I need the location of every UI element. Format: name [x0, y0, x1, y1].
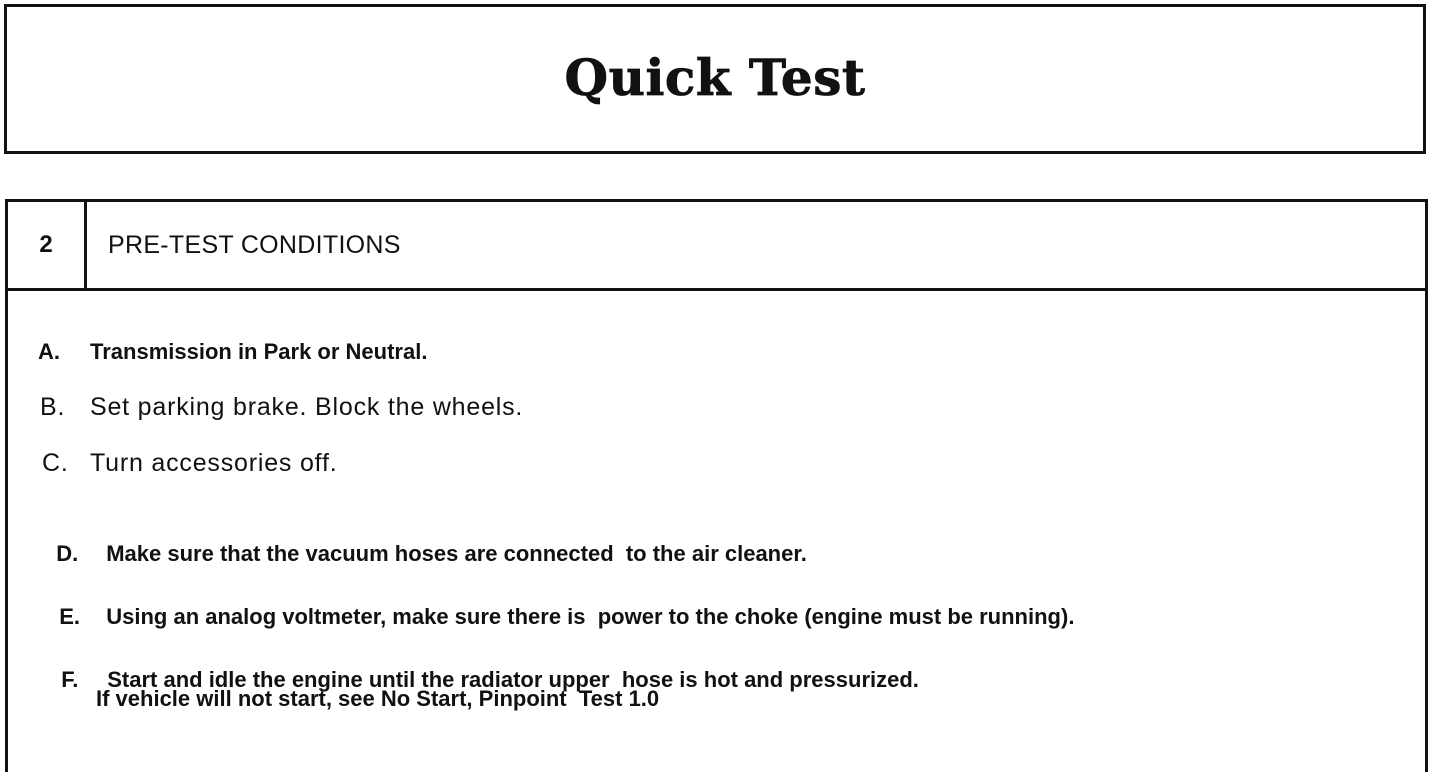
item-text: Start and idle the engine until the radiator upper hose is hot and pressurized.	[107, 667, 919, 692]
condition-item-b	[40, 393, 523, 422]
section-title: PRE-TEST CONDITIONS	[108, 230, 401, 259]
title-box	[4, 4, 1426, 154]
item-text: Make sure that the vacuum hoses are connected to the air cleaner.	[106, 541, 807, 566]
condition-item-e	[47, 578, 1074, 630]
condition-item-d	[44, 515, 807, 567]
item-letter: D.	[56, 541, 79, 566]
item-letter: C.	[42, 449, 69, 477]
page-title: Quick Test	[564, 47, 866, 107]
item-letter: E.	[59, 604, 81, 629]
item-letter: B.	[40, 393, 66, 421]
condition-item-c	[42, 449, 337, 478]
item-text: Transmission in Park or Neutral.	[90, 339, 428, 364]
no-start-note: If vehicle will not start, see No Start, Pinpoint Test 1.0	[96, 686, 660, 711]
item-text: Turn accessories off.	[90, 449, 338, 477]
item-letter: A.	[38, 339, 60, 364]
step-number: 2	[8, 202, 87, 288]
item-text: Using an analog voltmeter, make sure there is power to the choke (engine must be running).	[106, 604, 1075, 629]
item-text: Set parking brake. Block the wheels.	[90, 393, 524, 421]
section-header	[8, 202, 1425, 291]
item-letter: F.	[61, 667, 79, 692]
condition-item-a	[38, 339, 427, 365]
